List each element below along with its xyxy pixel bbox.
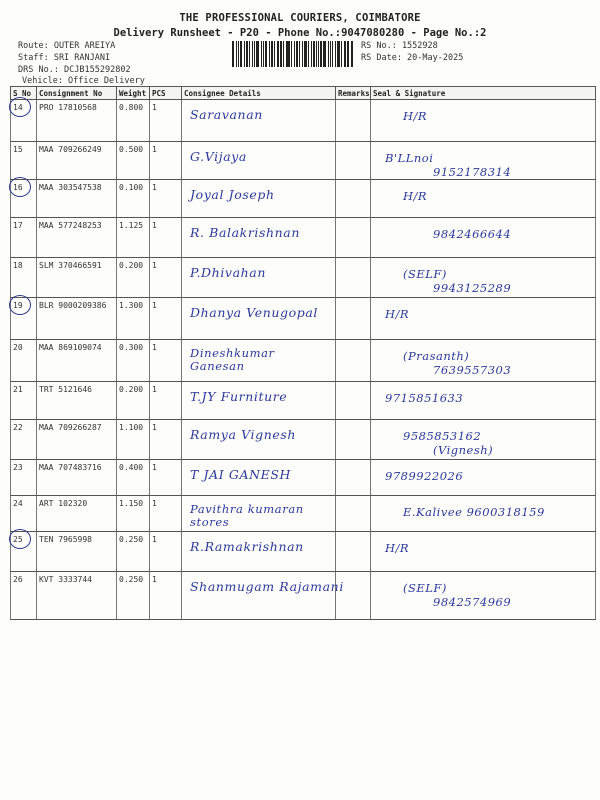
row-signature	[371, 496, 596, 532]
circle-mark	[9, 529, 31, 549]
barcode-bar	[283, 41, 284, 67]
row-weight: 0.800	[117, 100, 150, 142]
row-remarks	[336, 382, 371, 420]
barcode-bar	[335, 41, 336, 67]
signature-line-1: 9789922026	[385, 469, 464, 483]
barcode-bar	[238, 41, 239, 67]
sno-value: 17	[13, 221, 23, 230]
sno-value: 19	[13, 301, 23, 310]
col-signature: Seal & Signature	[371, 87, 596, 100]
col-pcs: PCS	[150, 87, 182, 100]
sno-value: 15	[13, 145, 23, 154]
table-row	[11, 258, 596, 298]
row-pcs: 1	[150, 298, 182, 340]
col-consignment: Consignment No	[37, 87, 117, 100]
signature-line-2: 9943125289	[433, 281, 512, 295]
row-signature	[371, 298, 596, 340]
barcode-bar	[323, 41, 326, 67]
consignee-handwriting: R. Balakrishnan	[190, 225, 301, 240]
circle-mark	[9, 295, 31, 315]
signature-line-1: H/R	[385, 307, 410, 321]
row-remarks	[336, 420, 371, 460]
barcode-bar	[302, 41, 304, 67]
row-remarks	[336, 298, 371, 340]
sno-value: 26	[13, 575, 23, 584]
barcode-bar	[287, 41, 290, 67]
signature-line-2: 9842574969	[433, 595, 512, 609]
row-sno	[11, 142, 37, 180]
row-sno	[11, 572, 37, 620]
barcode-bar	[347, 41, 348, 67]
row-consignee	[182, 100, 336, 142]
row-remarks	[336, 258, 371, 298]
row-sno	[11, 340, 37, 382]
row-weight: 0.250	[117, 572, 150, 620]
table-header-row	[11, 87, 596, 100]
barcode-bar	[286, 41, 287, 67]
signature-line-1: E.Kalivee 9600318159	[403, 505, 545, 519]
col-sno: S No	[11, 87, 37, 100]
row-consignment: MAA 707483716	[37, 460, 117, 496]
row-consignee	[182, 532, 336, 572]
row-sno	[11, 258, 37, 298]
row-consignee	[182, 218, 336, 258]
sno-value: 21	[13, 385, 23, 394]
row-consignment: KVT 3333744	[37, 572, 117, 620]
sheet-subtitle: Delivery Runsheet - P20 - Phone No.:9047080280 - Page No.:2	[113, 27, 487, 39]
barcode-bar	[316, 41, 317, 67]
barcode-bar	[296, 41, 298, 67]
col-consignee: Consignee Details	[182, 87, 336, 100]
barcode-bar	[337, 41, 340, 67]
row-sno	[11, 180, 37, 218]
row-weight: 1.100	[117, 420, 150, 460]
row-weight: 0.250	[117, 532, 150, 572]
row-pcs: 1	[150, 572, 182, 620]
barcode-bar	[236, 41, 237, 67]
row-sno	[11, 298, 37, 340]
table-row	[11, 218, 596, 258]
table-row	[11, 100, 596, 142]
route-label: Route: OUTER AREIYA	[18, 41, 116, 51]
sno-value: 24	[13, 499, 23, 508]
signature-line-1: H/R	[403, 189, 428, 203]
row-sno	[11, 420, 37, 460]
barcode-bar	[265, 41, 267, 67]
row-weight: 0.200	[117, 382, 150, 420]
staff-label: Staff: SRI RANJANI	[18, 53, 111, 63]
col-remarks: Remarks	[336, 87, 371, 100]
table-row	[11, 180, 596, 218]
consignee-handwriting: R.Ramakrishnan	[190, 539, 304, 554]
row-signature	[371, 420, 596, 460]
row-remarks	[336, 340, 371, 382]
row-sno	[11, 100, 37, 142]
signature-line-1: H/R	[403, 109, 428, 123]
barcode-bar	[291, 41, 292, 67]
row-pcs: 1	[150, 420, 182, 460]
barcode-bar	[261, 41, 262, 67]
signature-line-2: (Vignesh)	[433, 443, 494, 457]
barcode-bar	[244, 41, 245, 67]
row-signature	[371, 258, 596, 298]
row-pcs: 1	[150, 142, 182, 180]
row-consignment: MAA 577248253	[37, 218, 117, 258]
table-row	[11, 460, 596, 496]
row-pcs: 1	[150, 382, 182, 420]
row-consignment: ART 102320	[37, 496, 117, 532]
barcode-bar	[311, 41, 312, 67]
barcode-bar	[348, 41, 349, 67]
row-consignment: PRO 17810568	[37, 100, 117, 142]
row-remarks	[336, 532, 371, 572]
sno-value: 16	[13, 183, 23, 192]
barcode-bar	[344, 41, 346, 67]
barcode-bar	[294, 41, 295, 67]
barcode	[232, 41, 354, 67]
barcode-bar	[318, 41, 319, 67]
consignee-handwriting: Saravanan	[190, 107, 263, 122]
row-signature	[371, 340, 596, 382]
row-weight: 1.150	[117, 496, 150, 532]
row-signature	[371, 180, 596, 218]
barcode-bar	[330, 41, 332, 67]
row-weight: 1.125	[117, 218, 150, 258]
row-signature	[371, 532, 596, 572]
sno-value: 20	[13, 343, 23, 352]
table-row	[11, 496, 596, 532]
barcode-bar	[240, 41, 243, 67]
barcode-bar	[274, 41, 275, 67]
rs-number: RS No.: 1552928	[361, 41, 438, 51]
row-weight: 1.300	[117, 298, 150, 340]
row-consignee	[182, 460, 336, 496]
barcode-bar	[252, 41, 253, 67]
rs-date: RS Date: 20-May-2025	[361, 53, 464, 63]
table-row	[11, 532, 596, 572]
col-weight: Weight	[117, 87, 150, 100]
barcode-bar	[277, 41, 279, 67]
row-sno	[11, 218, 37, 258]
signature-line-1: 9715851633	[385, 391, 464, 405]
row-sno	[11, 532, 37, 572]
row-signature	[371, 100, 596, 142]
barcode-bar	[254, 41, 256, 67]
row-remarks	[336, 100, 371, 142]
row-pcs: 1	[150, 340, 182, 382]
vehicle-label: Vehicle: Office Delivery	[22, 76, 145, 86]
consignee-handwriting: Pavithra kumaran stores	[190, 502, 304, 529]
table-row	[11, 142, 596, 180]
row-remarks	[336, 218, 371, 258]
consignee-handwriting: Ramya Vignesh	[190, 427, 297, 442]
barcode-bar	[271, 41, 274, 67]
sno-value: 23	[13, 463, 23, 472]
row-signature	[371, 572, 596, 620]
row-pcs: 1	[150, 532, 182, 572]
row-remarks	[336, 142, 371, 180]
consignee-handwriting: T JAI GANESH	[190, 467, 291, 482]
consignee-handwriting: Joyal Joseph	[190, 187, 275, 202]
barcode-bar	[332, 41, 333, 67]
signature-line-1: B'LLnoi	[385, 151, 434, 165]
row-remarks	[336, 460, 371, 496]
signature-line-1: (Prasanth)	[403, 349, 470, 363]
row-weight: 0.100	[117, 180, 150, 218]
row-consignment: MAA 709266287	[37, 420, 117, 460]
barcode-bar	[304, 41, 307, 67]
consignee-handwriting: Dhanya Venugopal	[190, 305, 319, 320]
drs-label: DRS No.: DCJB155292802	[18, 65, 131, 75]
barcode-bar	[320, 41, 322, 67]
row-consignment: TRT 5121646	[37, 382, 117, 420]
row-pcs: 1	[150, 460, 182, 496]
sno-value: 18	[13, 261, 23, 270]
signature-line-1: 9585853162	[403, 429, 482, 443]
consignee-handwriting: G.Vijaya	[190, 149, 247, 164]
row-consignment: SLM 370466591	[37, 258, 117, 298]
barcode-bar	[256, 41, 259, 67]
row-consignee	[182, 496, 336, 532]
row-weight: 0.500	[117, 142, 150, 180]
sheet-title: THE PROFESSIONAL COURIERS, COIMBATORE	[179, 12, 421, 24]
circle-mark	[9, 177, 31, 197]
table-row	[11, 382, 596, 420]
row-remarks	[336, 496, 371, 532]
row-signature	[371, 460, 596, 496]
signature-line-2: 7639557303	[433, 363, 512, 377]
signature-line-1: (SELF)	[403, 581, 447, 595]
row-sno	[11, 382, 37, 420]
row-signature	[371, 218, 596, 258]
row-signature	[371, 382, 596, 420]
consignee-handwriting: Dineshkumar Ganesan	[190, 346, 275, 373]
barcode-bar	[280, 41, 282, 67]
row-weight: 0.300	[117, 340, 150, 382]
barcode-bar	[246, 41, 248, 67]
row-remarks	[336, 180, 371, 218]
sno-value: 22	[13, 423, 23, 432]
table-row	[11, 420, 596, 460]
row-sno	[11, 496, 37, 532]
row-consignee	[182, 142, 336, 180]
sno-value: 25	[13, 535, 23, 544]
signature-line-1: (SELF)	[403, 267, 447, 281]
row-consignee	[182, 340, 336, 382]
barcode-bar	[299, 41, 300, 67]
table-row	[11, 572, 596, 620]
row-pcs: 1	[150, 258, 182, 298]
table-row	[11, 298, 596, 340]
circle-mark	[9, 97, 31, 117]
barcode-bar	[313, 41, 315, 67]
table-row	[11, 340, 596, 382]
row-consignment: MAA 303547538	[37, 180, 117, 218]
row-consignment: TEN 7965998	[37, 532, 117, 572]
row-consignee	[182, 180, 336, 218]
barcode-bar	[328, 41, 329, 67]
consignee-handwriting: Shanmugam Rajamani	[190, 579, 344, 594]
row-consignee	[182, 420, 336, 460]
row-consignee	[182, 258, 336, 298]
barcode-bar	[308, 41, 309, 67]
row-pcs: 1	[150, 100, 182, 142]
barcode-bar	[351, 41, 353, 67]
row-pcs: 1	[150, 496, 182, 532]
consignee-handwriting: P.Dhivahan	[190, 265, 266, 280]
row-pcs: 1	[150, 218, 182, 258]
row-pcs: 1	[150, 180, 182, 218]
row-weight: 0.200	[117, 258, 150, 298]
row-weight: 0.400	[117, 460, 150, 496]
sno-value: 14	[13, 103, 23, 112]
barcode-bar	[249, 41, 250, 67]
row-sno	[11, 460, 37, 496]
barcode-bar	[269, 41, 270, 67]
row-consignment: BLR 9000209386	[37, 298, 117, 340]
row-signature	[371, 142, 596, 180]
barcode-bar	[263, 41, 264, 67]
barcode-bar	[232, 41, 234, 67]
row-consignee	[182, 382, 336, 420]
row-consignment: MAA 709266249	[37, 142, 117, 180]
signature-line-1: H/R	[385, 541, 410, 555]
row-consignee	[182, 298, 336, 340]
signature-line-2: 9152178314	[433, 165, 512, 179]
row-consignment: MAA 869109074	[37, 340, 117, 382]
row-consignee	[182, 572, 344, 620]
consignee-handwriting: T.JY Furniture	[190, 389, 288, 404]
barcode-bar	[341, 41, 342, 67]
runsheet-table	[10, 86, 596, 620]
signature-line-2: 9842466644	[433, 227, 512, 241]
